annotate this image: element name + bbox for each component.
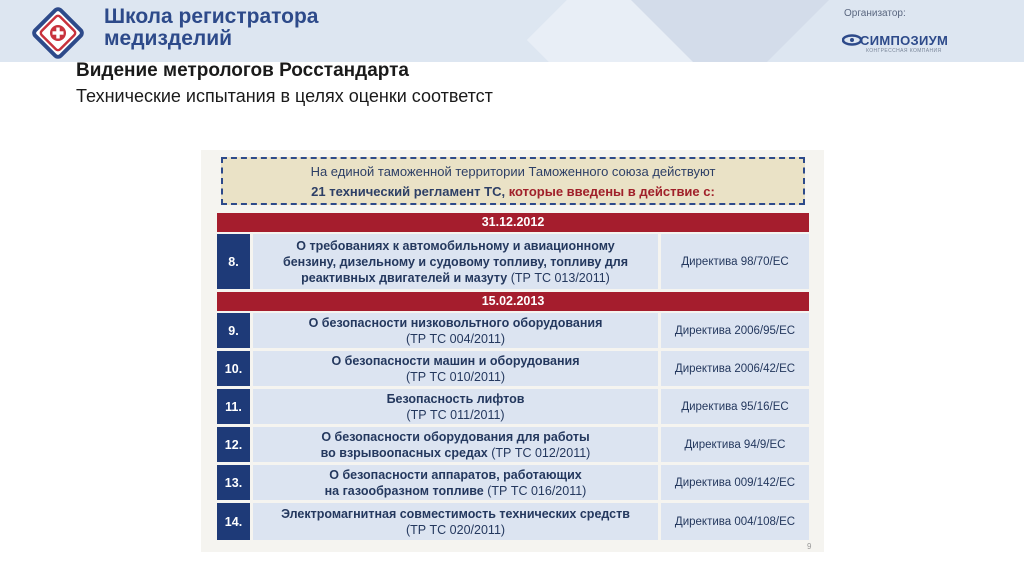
row-title: Безопасность лифтов [386, 391, 525, 406]
organizer-name: СИМПОЗИУМ [860, 33, 949, 48]
row-reference: (ТР ТС 016/2011) [487, 483, 587, 498]
brand-line: Школа регистратора [104, 5, 319, 28]
row-number: 12. [217, 427, 250, 462]
page-subtitle: Технические испытания в целях оценки соответст [76, 86, 493, 106]
banner-line: На единой таможенной территории Таможенного союза действуют [310, 164, 716, 179]
organizer-label: Организатор: [844, 8, 906, 19]
section-date: 31.12.2012 [217, 213, 809, 232]
row-title: Электромагнитная совместимость технических средств [281, 506, 630, 521]
row-title-line [325, 483, 587, 499]
organizer-subtitle: КОНГРЕССНАЯ КОМПАНИЯ [866, 48, 942, 54]
row-title-line [301, 270, 610, 286]
row-description [253, 465, 658, 500]
row-description [253, 427, 658, 462]
row-directive: Директива 98/70/ЕС [661, 234, 809, 289]
brand-title [104, 6, 318, 50]
row-directive: Директива 95/16/ЕС [661, 389, 809, 424]
table-row [217, 234, 809, 289]
row-directive: Директива 94/9/ЕС [661, 427, 809, 462]
row-reference: (ТР ТС 010/2011) [405, 369, 506, 384]
row-reference: (ТР ТС 004/2011) [405, 331, 506, 346]
table-row [217, 389, 809, 424]
row-number: 11. [217, 389, 250, 424]
info-banner [221, 157, 805, 205]
section-date: 15.02.2013 [217, 292, 809, 311]
row-directive: Директива 2006/42/ЕС [661, 351, 809, 386]
table-row [217, 351, 809, 386]
row-description [253, 313, 658, 348]
row-description [253, 351, 658, 386]
row-number: 10. [217, 351, 250, 386]
table-row [217, 313, 809, 348]
row-number: 8. [217, 234, 250, 289]
row-directive: Директива 2006/95/ЕС [661, 313, 809, 348]
banner-middle: технический регламент ТС, [329, 184, 506, 199]
brand-line: медизделий [104, 27, 233, 50]
row-title: О безопасности машин и оборудования [331, 353, 580, 368]
row-directive: Директива 009/142/ЕС [661, 465, 809, 500]
row-number: 9. [217, 313, 250, 348]
row-title: О безопасности низковольтного оборудования [308, 315, 603, 330]
row-title-line [321, 445, 591, 461]
row-number: 14. [217, 503, 250, 540]
row-title: во взрывоопасных средах [320, 445, 488, 460]
slide-image [201, 150, 824, 552]
row-description [253, 389, 658, 424]
row-title: реактивных двигателей и мазуту [301, 270, 508, 285]
row-title: О безопасности оборудования для работы [321, 429, 590, 444]
row-title: бензину, дизельному и судовому топливу, топливу для [282, 254, 629, 269]
school-logo-icon [30, 5, 86, 61]
banner-line [223, 182, 803, 202]
page-title: Видение метрологов Росстандарта [76, 60, 409, 81]
table-row [217, 465, 809, 500]
slide-page-number: 9 [807, 542, 812, 551]
table-row [217, 503, 809, 540]
row-directive: Директива 004/108/ЕС [661, 503, 809, 540]
row-description [253, 503, 658, 540]
row-description [253, 234, 658, 289]
row-reference: (ТР ТС 011/2011) [406, 407, 505, 422]
header-bar [0, 0, 1024, 62]
row-reference: (ТР ТС 020/2011) [405, 522, 506, 537]
row-title: О требованиях к автомобильному и авиационному [296, 238, 615, 253]
table-row [217, 427, 809, 462]
row-number: 13. [217, 465, 250, 500]
banner-end: которые введены в действие с: [508, 184, 715, 199]
row-reference: (ТР ТС 013/2011) [510, 270, 610, 285]
banner-count: 21 [311, 184, 326, 199]
row-title: О безопасности аппаратов, работающих [329, 467, 582, 482]
row-reference: (ТР ТС 012/2011) [491, 445, 591, 460]
row-title: на газообразном топливе [324, 483, 484, 498]
